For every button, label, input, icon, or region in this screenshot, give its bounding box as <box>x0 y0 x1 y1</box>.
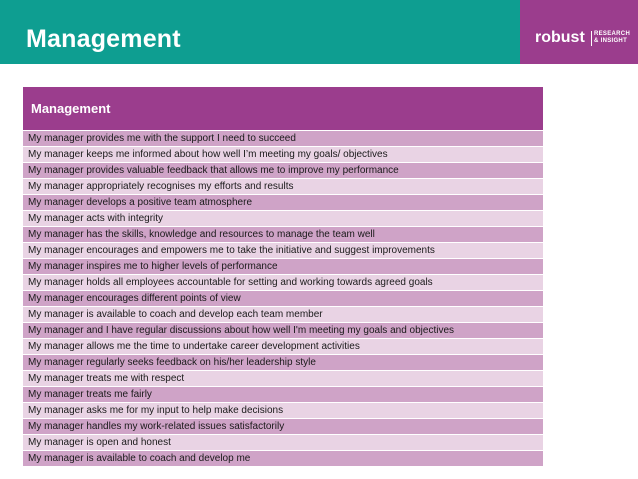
table-row: My manager is available to coach and develop each team member <box>23 306 543 322</box>
table-row: My manager treats me with respect <box>23 370 543 386</box>
table-row: My manager acts with integrity <box>23 210 543 226</box>
table-row: My manager encourages different points of view <box>23 290 543 306</box>
table-row: My manager has the skills, knowledge and resources to manage the team well <box>23 226 543 242</box>
table-row: My manager provides valuable feedback that allows me to improve my performance <box>23 162 543 178</box>
table-row: My manager is open and honest <box>23 434 543 450</box>
brand-tagline-line2: & INSIGHT <box>594 38 628 44</box>
table-body <box>23 130 543 466</box>
table-header <box>23 87 543 130</box>
table-row: My manager encourages and empowers me to take the initiative and suggest improvements <box>23 242 543 258</box>
table-row: My manager develops a positive team atmosphere <box>23 194 543 210</box>
table-row: My manager inspires me to higher levels of performance <box>23 258 543 274</box>
page-title: Management <box>26 25 181 53</box>
brand-logo <box>520 0 638 64</box>
table-row: My manager keeps me informed about how well I’m meeting my goals/ objectives <box>23 146 543 162</box>
brand-tagline-line1: RESEARCH <box>594 31 631 37</box>
table-row: My manager asks me for my input to help make decisions <box>23 402 543 418</box>
table-row: My manager regularly seeks feedback on his/her leadership style <box>23 354 543 370</box>
table-row: My manager appropriately recognises my efforts and results <box>23 178 543 194</box>
table-row: My manager is available to coach and develop me <box>23 450 543 466</box>
table-row: My manager treats me fairly <box>23 386 543 402</box>
table-heading: Management <box>31 101 111 116</box>
table-row: My manager provides me with the support I need to succeed <box>23 130 543 146</box>
brand-wordmark: robust <box>535 29 585 46</box>
table-row: My manager holds all employees accountable for setting and working towards agreed goals <box>23 274 543 290</box>
header-bar <box>0 0 520 64</box>
table-row: My manager and I have regular discussions about how well I'm meeting my goals and objectives <box>23 322 543 338</box>
table-row: My manager handles my work-related issues satisfactorily <box>23 418 543 434</box>
brand-tagline <box>594 31 630 45</box>
table-row: My manager allows me the time to undertake career development activities <box>23 338 543 354</box>
brand-divider <box>591 31 592 46</box>
management-table <box>23 87 543 466</box>
